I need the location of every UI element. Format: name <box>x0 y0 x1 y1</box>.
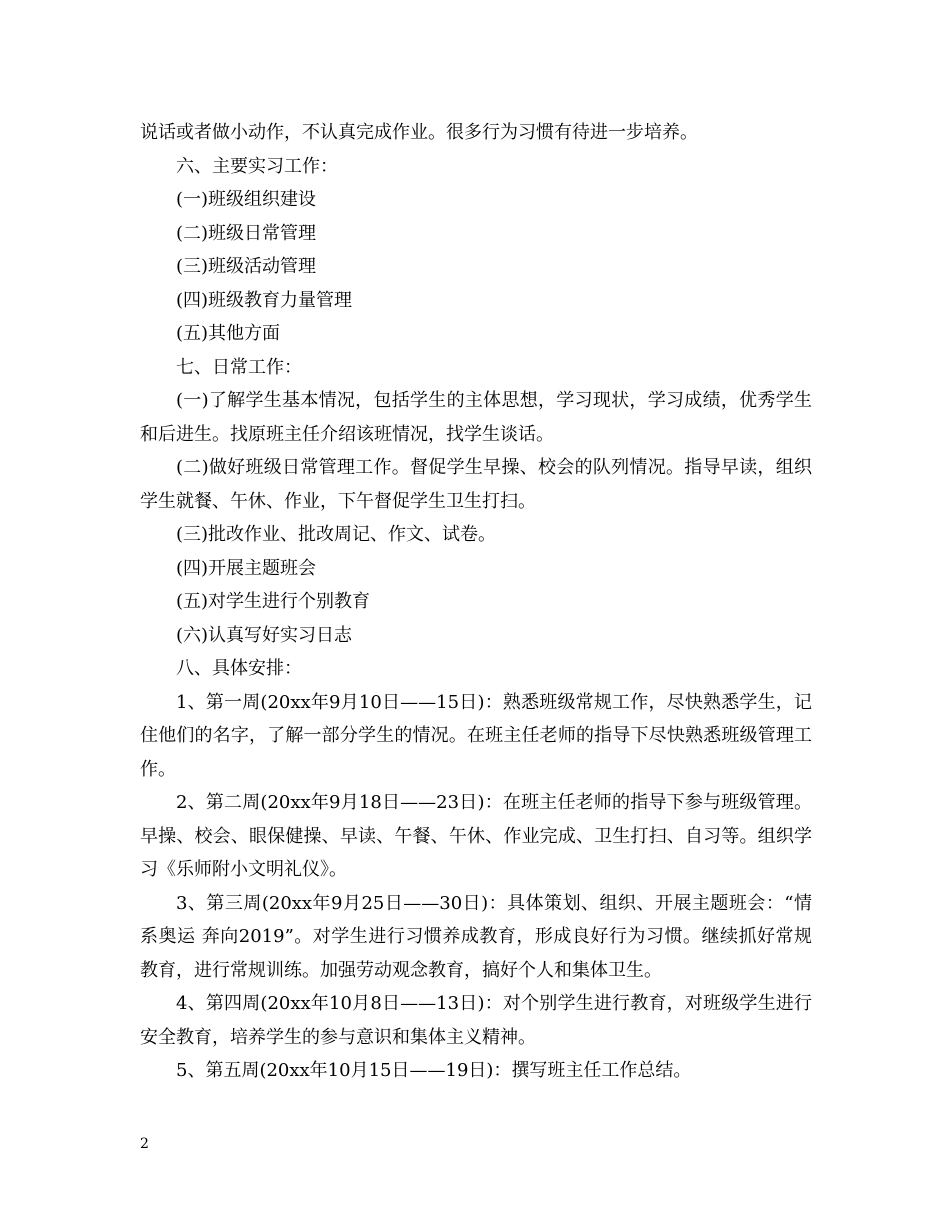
list-item: (三)批改作业、批改周记、作文、试卷。 <box>176 524 497 545</box>
list-item: (三)班级活动管理 <box>176 256 317 277</box>
list-item: (六)认真写好实习日志 <box>176 624 353 646</box>
list-item: (四)开展主题班会 <box>176 557 317 579</box>
section-heading: 八、具体安排： <box>176 658 302 679</box>
schedule-item: 1、第一周(20xx年9月10日——15日)：熟悉班级常规工作，尽快熟悉学生，记住他们的名字，了解一部分学生的情况。在班主任老师的指导下尽快熟悉班级管理工作。 <box>140 691 812 780</box>
list-item: (一)了解学生基本情况，包括学生的主体思想，学习现状，学习成绩，优秀学生和后进生。找原班主任介绍该班情况，找学生谈话。 <box>140 390 812 445</box>
list-item: (五)其他方面 <box>176 323 281 344</box>
document-body <box>140 116 812 1088</box>
list-item: (二)做好班级日常管理工作。督促学生早操、校会的队列情况。指导早读，组织学生就餐、午休、作业，下午督促学生卫生打扫。 <box>140 457 812 512</box>
schedule-item: 4、第四周(20xx年10月8日——13日)：对个别学生进行教育，对班级学生进行安全教育，培养学生的参与意识和集体主义精神。 <box>140 993 812 1048</box>
section-heading: 七、日常工作： <box>176 356 302 378</box>
schedule-item: 2、第二周(20xx年9月18日——23日)：在班主任老师的指导下参与班级管理。早操、校会、眼保健操、早读、午餐、午休、作业完成、卫生打扫、自习等。组织学习《乐师附小文明礼仪》。 <box>140 792 812 880</box>
schedule-item: 3、第三周(20xx年9月25日——30日)：具体策划、组织、开展主题班会：“情系奥运 奔向2019”。对学生进行习惯养成教育，形成良好行为习惯。继续抓好常规教育，进行常规训练。加强劳动观念教育，搞好个人和集体卫生。 <box>140 892 812 981</box>
list-item: (四)班级教育力量管理 <box>176 289 353 311</box>
page-number: 2 <box>140 1136 149 1152</box>
list-item: (二)班级日常管理 <box>176 222 317 244</box>
section-heading: 六、主要实习工作： <box>176 155 338 177</box>
paragraph: 说话或者做小动作，不认真完成作业。很多行为习惯有待进一步培养。 <box>140 122 698 143</box>
list-item: (一)班级组织建设 <box>176 189 317 210</box>
list-item: (五)对学生进行个别教育 <box>176 591 371 612</box>
schedule-item: 5、第五周(20xx年10月15日——19日)：撰写班主任工作总结。 <box>176 1060 692 1081</box>
